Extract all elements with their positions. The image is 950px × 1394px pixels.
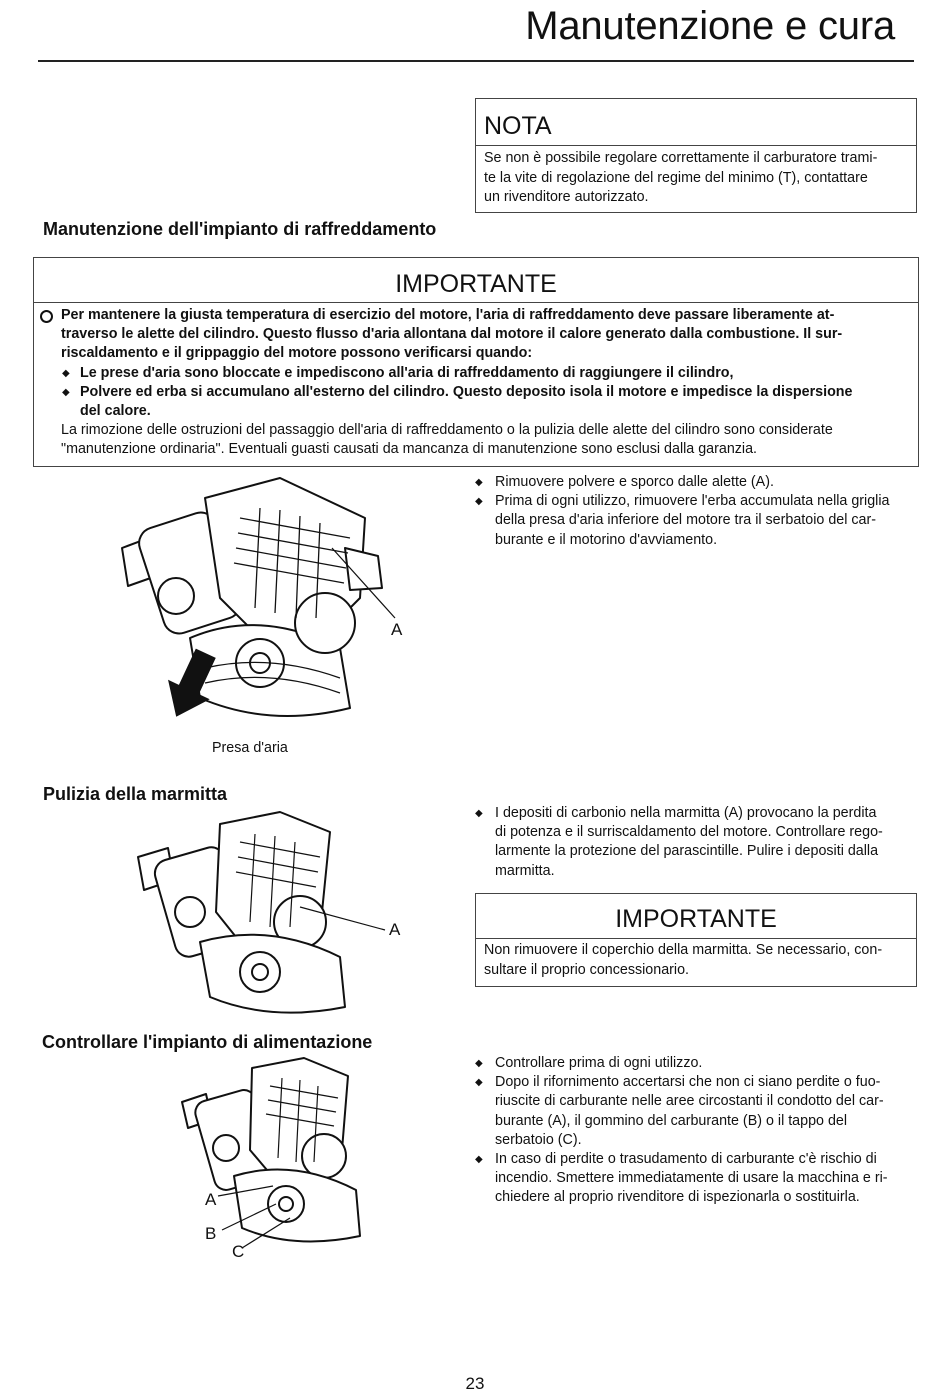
- list-line: Rimuovere polvere e sporco dalle alette (A).: [495, 474, 774, 490]
- fuel-bullet-list: [475, 1054, 920, 1208]
- list-item: [475, 492, 920, 550]
- fuel-section-title: Controllare l'impianto di alimentazione: [42, 1032, 373, 1052]
- list-line: della presa d'aria inferiore del motore tra il serbatoio del car-: [495, 512, 876, 529]
- list-line: Prima di ogni utilizzo, rimuovere l'erba accumulata nella griglia: [495, 493, 890, 510]
- list-line: I depositi di carbonio nella marmitta (A) provocano la perdita: [495, 805, 877, 821]
- diamond-bullet-icon: ◆: [62, 367, 70, 379]
- muffler-bullet-list: [475, 804, 920, 881]
- cooling-bullet-list: [475, 473, 920, 550]
- muffler-important-text: [484, 941, 910, 980]
- subitem-line: Polvere ed erba si accumulano all'esterno del cilindro. Questo deposito isola il motore e impedisce la dispersione: [80, 383, 853, 400]
- important-line: Non rimuovere il coperchio della marmitta. Se necessario, con-: [484, 942, 883, 958]
- note-text: [484, 149, 908, 208]
- list-line: burante (A), il gommino del carburante (B) o il tappo del: [495, 1112, 848, 1129]
- list-line: Controllare prima di ogni utilizzo.: [495, 1055, 703, 1071]
- list-line: serbatoio (C).: [495, 1131, 582, 1148]
- para-line: riscaldamento e il grippaggio del motore possono verificarsi quando:: [61, 345, 533, 362]
- cooling-important-box: [33, 257, 919, 467]
- header-rule: [38, 60, 914, 62]
- list-line: In caso di perdite o trasudamento di carburante c'è rischio di: [495, 1151, 877, 1168]
- figure-label-a: A: [205, 1190, 217, 1209]
- subitem-line: del calore.: [80, 403, 151, 420]
- cooling-section-title: Manutenzione dell'impianto di raffreddamento: [43, 219, 437, 239]
- subitem-line: Le prese d'aria sono bloccate e impediscono all'aria di raffreddamento di raggiungere il cilindro,: [80, 364, 734, 381]
- cooling-important-title: IMPORTANTE: [395, 270, 557, 298]
- figure-label-b: B: [205, 1224, 217, 1243]
- page-number: 23: [465, 1374, 485, 1393]
- cooling-important-divider: [34, 302, 918, 303]
- note-title: NOTA: [484, 112, 552, 140]
- list-line: larmente la protezione del parascintille. Pulire i depositi dalla: [495, 843, 879, 860]
- figure-label-a: A: [391, 620, 403, 639]
- muffler-important-box: [475, 893, 917, 987]
- note-line: "manutenzione ordinaria". Eventuali guasti causati da mancanza di manutenzione sono esclusi dalla garanzia.: [61, 441, 758, 458]
- list-line: chiedere al proprio rivenditore di ispezionarla o sostituirla.: [495, 1189, 860, 1206]
- list-line: burante e il motorino d'avviamento.: [495, 531, 718, 548]
- cooling-important-subitem: [40, 364, 914, 383]
- list-line: di potenza e il surriscaldamento del motore. Controllare rego-: [495, 824, 883, 841]
- para-line: Per mantenere la giusta temperatura di esercizio del motore, l'aria di raffreddamento deve passare liberamente at-: [61, 307, 835, 323]
- note-line: un rivenditore autorizzato.: [484, 189, 649, 205]
- note-divider: [476, 145, 916, 146]
- engine-muffler-illustration: [130, 812, 400, 1017]
- muffler-section-title: Pulizia della marmitta: [43, 784, 228, 804]
- diamond-bullet-icon: ◆: [475, 477, 483, 488]
- muffler-important-title: IMPORTANTE: [615, 905, 777, 933]
- page-title: Manutenzione e cura: [525, 4, 895, 48]
- figure-caption: Presa d'aria: [212, 740, 288, 756]
- muffler-important-divider: [476, 938, 916, 939]
- cooling-important-content: [40, 306, 914, 460]
- list-line: incendio. Smettere immediatamente di usare la macchina e ri-: [495, 1170, 888, 1187]
- list-line: marmitta.: [495, 862, 555, 879]
- list-item: [475, 1054, 920, 1073]
- circle-bullet-icon: [40, 310, 53, 323]
- list-item: [475, 804, 920, 881]
- list-line: Dopo il rifornimento accertarsi che non ci siano perdite o fuo-: [495, 1074, 881, 1091]
- para-line: traverso le alette del cilindro. Questo flusso d'aria allontana dal motore il calore generato dalla combustione. Il sur-: [61, 326, 843, 343]
- diamond-bullet-icon: ◆: [475, 1154, 483, 1166]
- cooling-important-note: [40, 421, 914, 459]
- figure-label-a: A: [389, 920, 401, 939]
- list-item: [475, 473, 920, 492]
- diamond-bullet-icon: ◆: [475, 1077, 483, 1089]
- note-line: te la vite di regolazione del regime del minimo (T), contattare: [484, 169, 868, 186]
- list-item: [475, 1073, 920, 1150]
- list-item: [475, 1150, 920, 1208]
- diamond-bullet-icon: ◆: [475, 1058, 483, 1069]
- list-line: riuscite di carburante nelle aree circostanti il condotto del car-: [495, 1093, 884, 1110]
- figure-label-c: C: [232, 1242, 245, 1261]
- note-line: Se non è possibile regolare correttamente il carburatore trami-: [484, 150, 878, 166]
- cooling-important-paragraph: [40, 306, 914, 364]
- engine-cooling-illustration: [110, 478, 410, 728]
- note-line: La rimozione delle ostruzioni del passaggio dell'aria di raffreddamento o la pulizia delle alette del cilindro sono considerate: [61, 422, 833, 439]
- diamond-bullet-icon: ◆: [62, 386, 70, 398]
- diamond-bullet-icon: ◆: [475, 496, 483, 508]
- cooling-important-subitem: [40, 383, 914, 421]
- note-box: [475, 98, 917, 213]
- diamond-bullet-icon: ◆: [475, 808, 483, 819]
- important-line: sultare il proprio concessionario.: [484, 961, 690, 978]
